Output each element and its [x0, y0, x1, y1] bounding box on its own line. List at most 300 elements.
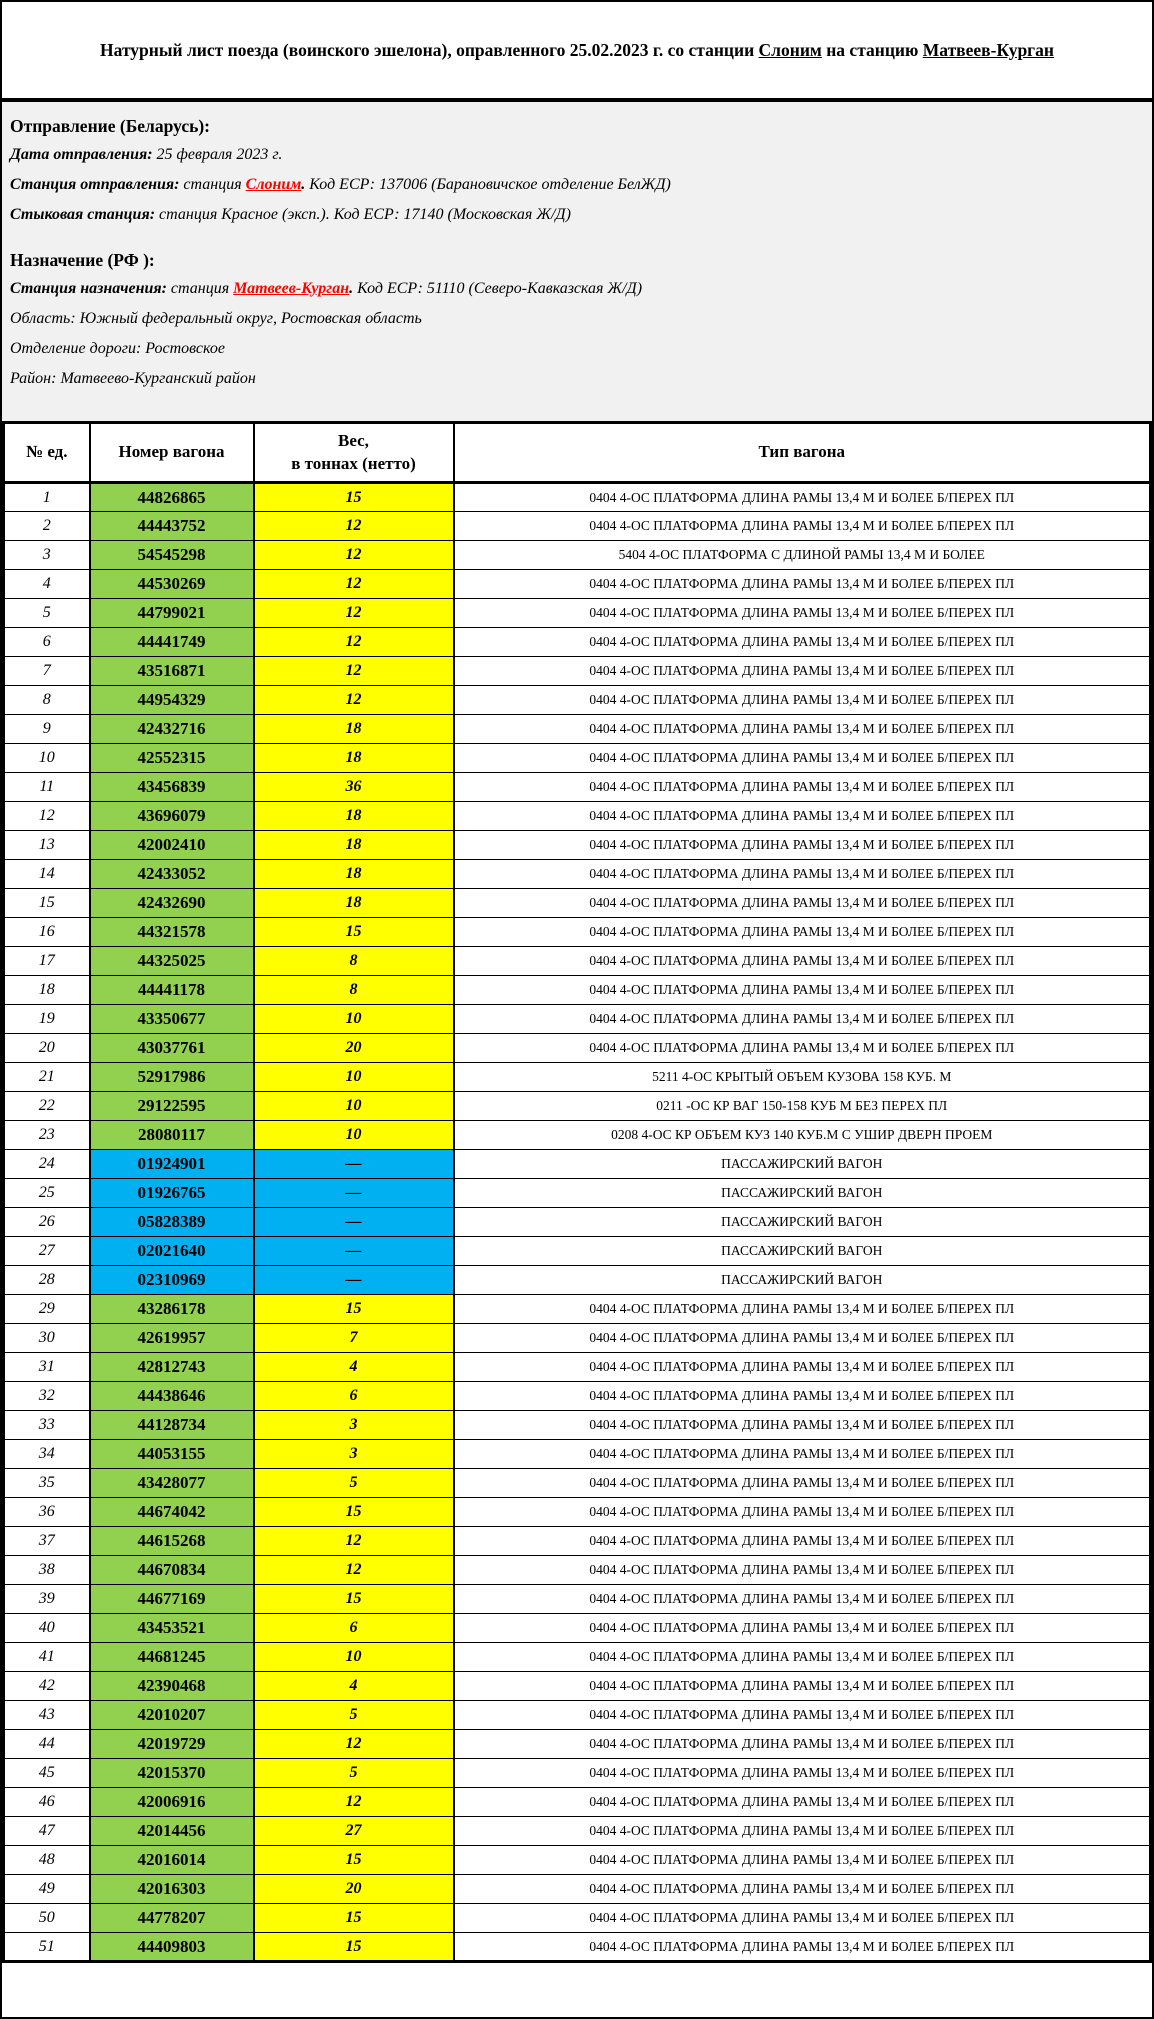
table-row [4, 1846, 1151, 1875]
table-row [4, 1701, 1151, 1730]
table-row [4, 947, 1151, 976]
wagon-number-cell: 42812743 [90, 1353, 254, 1382]
wagon-type-cell: 0404 4-ОС ПЛАТФОРМА ДЛИНА РАМЫ 13,4 М И БОЛЕЕ Б/ПЕРЕХ ПЛ [454, 1440, 1151, 1469]
weight-cell: 18 [254, 744, 454, 773]
table-row [4, 1353, 1151, 1382]
wagon-number-cell: 42015370 [90, 1759, 254, 1788]
wagon-type-cell: ПАССАЖИРСКИЙ ВАГОН [454, 1237, 1151, 1266]
junction-station-line [10, 200, 1142, 230]
wagon-type-cell: ПАССАЖИРСКИЙ ВАГОН [454, 1208, 1151, 1237]
wagon-type-cell: 0404 4-ОС ПЛАТФОРМА ДЛИНА РАМЫ 13,4 М И БОЛЕЕ Б/ПЕРЕХ ПЛ [454, 1933, 1151, 1962]
table-row [4, 1469, 1151, 1498]
unit-number-cell: 9 [4, 715, 90, 744]
weight-cell: 18 [254, 715, 454, 744]
wagon-type-cell: 0404 4-ОС ПЛАТФОРМА ДЛИНА РАМЫ 13,4 М И БОЛЕЕ Б/ПЕРЕХ ПЛ [454, 599, 1151, 628]
departure-date-value: 25 февраля 2023 г. [156, 146, 283, 163]
weight-cell: 4 [254, 1672, 454, 1701]
weight-cell: 18 [254, 889, 454, 918]
destination-station-dot: . [349, 280, 354, 297]
table-row [4, 1759, 1151, 1788]
wagon-type-cell: 0404 4-ОС ПЛАТФОРМА ДЛИНА РАМЫ 13,4 М И БОЛЕЕ Б/ПЕРЕХ ПЛ [454, 1585, 1151, 1614]
wagon-number-cell: 43286178 [90, 1295, 254, 1324]
weight-cell: 5 [254, 1701, 454, 1730]
weight-cell: 4 [254, 1353, 454, 1382]
wagon-type-cell: 0404 4-ОС ПЛАТФОРМА ДЛИНА РАМЫ 13,4 М И БОЛЕЕ Б/ПЕРЕХ ПЛ [454, 744, 1151, 773]
unit-number-cell: 29 [4, 1295, 90, 1324]
wagon-type-cell: ПАССАЖИРСКИЙ ВАГОН [454, 1266, 1151, 1295]
weight-cell: 5 [254, 1469, 454, 1498]
unit-number-cell: 22 [4, 1092, 90, 1121]
destination-station-code: Код ЕСР: 51110 (Северо-Кавказская Ж/Д) [357, 280, 643, 297]
wagon-number-cell: 43516871 [90, 657, 254, 686]
info-section [2, 102, 1152, 421]
weight-cell: 15 [254, 1846, 454, 1875]
departure-station-dot: . [301, 176, 306, 193]
unit-number-cell: 24 [4, 1150, 90, 1179]
departure-station-name: Слоним [245, 176, 302, 193]
unit-number-cell: 45 [4, 1759, 90, 1788]
wagon-type-cell: 0404 4-ОС ПЛАТФОРМА ДЛИНА РАМЫ 13,4 М И БОЛЕЕ Б/ПЕРЕХ ПЛ [454, 570, 1151, 599]
table-row [4, 1150, 1151, 1179]
wagon-number-cell: 44325025 [90, 947, 254, 976]
table-row [4, 1788, 1151, 1817]
wagon-type-cell: 0404 4-ОС ПЛАТФОРМА ДЛИНА РАМЫ 13,4 М И БОЛЕЕ Б/ПЕРЕХ ПЛ [454, 1498, 1151, 1527]
unit-number-cell: 23 [4, 1121, 90, 1150]
weight-cell: 20 [254, 1034, 454, 1063]
table-row [4, 1556, 1151, 1585]
weight-cell: — [254, 1179, 454, 1208]
unit-number-cell: 30 [4, 1324, 90, 1353]
weight-cell: 18 [254, 860, 454, 889]
weight-cell: 15 [254, 918, 454, 947]
weight-cell: 15 [254, 1498, 454, 1527]
unit-number-cell: 20 [4, 1034, 90, 1063]
table-row [4, 831, 1151, 860]
weight-cell: 12 [254, 1556, 454, 1585]
table-row [4, 889, 1151, 918]
unit-number-cell: 16 [4, 918, 90, 947]
table-row [4, 541, 1151, 570]
table-row [4, 1179, 1151, 1208]
weight-cell: 6 [254, 1382, 454, 1411]
wagon-number-cell: 42016014 [90, 1846, 254, 1875]
junction-station-value: станция Красное (эксп.). Код ЕСР: 17140 (Московская Ж/Д) [159, 206, 571, 223]
wagon-type-cell: 0404 4-ОС ПЛАТФОРМА ДЛИНА РАМЫ 13,4 М И БОЛЕЕ Б/ПЕРЕХ ПЛ [454, 1411, 1151, 1440]
weight-cell: 36 [254, 773, 454, 802]
table-row [4, 1034, 1151, 1063]
wagon-type-cell: 0404 4-ОС ПЛАТФОРМА ДЛИНА РАМЫ 13,4 М И БОЛЕЕ Б/ПЕРЕХ ПЛ [454, 918, 1151, 947]
weight-cell: 15 [254, 1933, 454, 1962]
weight-cell: — [254, 1237, 454, 1266]
wagon-number-cell: 44681245 [90, 1643, 254, 1672]
weight-cell: 3 [254, 1440, 454, 1469]
unit-number-cell: 39 [4, 1585, 90, 1614]
wagon-number-cell: 01924901 [90, 1150, 254, 1179]
wagon-number-cell: 44443752 [90, 512, 254, 541]
unit-number-cell: 38 [4, 1556, 90, 1585]
weight-cell: 15 [254, 483, 454, 512]
table-row [4, 1498, 1151, 1527]
weight-cell: 10 [254, 1092, 454, 1121]
header-wagon-number: Номер вагона [90, 423, 254, 483]
wagon-number-cell: 44799021 [90, 599, 254, 628]
unit-number-cell: 41 [4, 1643, 90, 1672]
wagon-number-cell: 43037761 [90, 1034, 254, 1063]
wagon-number-cell: 42433052 [90, 860, 254, 889]
wagon-table [2, 421, 1152, 1963]
wagon-number-cell: 44677169 [90, 1585, 254, 1614]
table-row [4, 599, 1151, 628]
wagon-number-cell: 01926765 [90, 1179, 254, 1208]
wagon-type-cell: 0211 -ОС КР ВАГ 150-158 КУБ М БЕЗ ПЕРЕХ ПЛ [454, 1092, 1151, 1121]
table-row [4, 1933, 1151, 1962]
wagon-type-cell: 0404 4-ОС ПЛАТФОРМА ДЛИНА РАМЫ 13,4 М И БОЛЕЕ Б/ПЕРЕХ ПЛ [454, 1730, 1151, 1759]
unit-number-cell: 13 [4, 831, 90, 860]
wagon-number-cell: 42002410 [90, 831, 254, 860]
table-row [4, 570, 1151, 599]
wagon-type-cell: 0404 4-ОС ПЛАТФОРМА ДЛИНА РАМЫ 13,4 М И БОЛЕЕ Б/ПЕРЕХ ПЛ [454, 483, 1151, 512]
table-row [4, 744, 1151, 773]
departure-station-label: Станция отправления: [10, 176, 180, 193]
table-row [4, 918, 1151, 947]
destination-station-pre: станция [170, 280, 230, 297]
section-gap [10, 230, 1142, 246]
unit-number-cell: 5 [4, 599, 90, 628]
wagon-number-cell: 44441749 [90, 628, 254, 657]
wagon-number-cell: 44615268 [90, 1527, 254, 1556]
wagon-number-cell: 43456839 [90, 773, 254, 802]
weight-cell: 27 [254, 1817, 454, 1846]
weight-cell: 8 [254, 947, 454, 976]
weight-cell: 12 [254, 686, 454, 715]
wagon-type-cell: 0404 4-ОС ПЛАТФОРМА ДЛИНА РАМЫ 13,4 М И БОЛЕЕ Б/ПЕРЕХ ПЛ [454, 1005, 1151, 1034]
table-row [4, 657, 1151, 686]
wagon-type-cell: 0404 4-ОС ПЛАТФОРМА ДЛИНА РАМЫ 13,4 М И БОЛЕЕ Б/ПЕРЕХ ПЛ [454, 1556, 1151, 1585]
weight-cell: 20 [254, 1875, 454, 1904]
weight-cell: — [254, 1208, 454, 1237]
wagon-type-cell: ПАССАЖИРСКИЙ ВАГОН [454, 1179, 1151, 1208]
table-row [4, 860, 1151, 889]
table-row [4, 1817, 1151, 1846]
wagon-number-cell: 54545298 [90, 541, 254, 570]
wagon-type-cell: 0404 4-ОС ПЛАТФОРМА ДЛИНА РАМЫ 13,4 М И БОЛЕЕ Б/ПЕРЕХ ПЛ [454, 686, 1151, 715]
wagon-number-cell: 52917986 [90, 1063, 254, 1092]
unit-number-cell: 26 [4, 1208, 90, 1237]
wagon-type-cell: 0404 4-ОС ПЛАТФОРМА ДЛИНА РАМЫ 13,4 М И БОЛЕЕ Б/ПЕРЕХ ПЛ [454, 1643, 1151, 1672]
unit-number-cell: 18 [4, 976, 90, 1005]
title-text-prefix: Натурный лист поезда (воинского эшелона), оправленного 25.02.2023 г. со станции [100, 39, 759, 60]
table-row [4, 1382, 1151, 1411]
wagon-number-cell: 43696079 [90, 802, 254, 831]
header-weight-line2: в тоннах (нетто) [291, 453, 416, 473]
unit-number-cell: 46 [4, 1788, 90, 1817]
wagon-number-cell: 43428077 [90, 1469, 254, 1498]
table-row [4, 1411, 1151, 1440]
wagon-type-cell: 0404 4-ОС ПЛАТФОРМА ДЛИНА РАМЫ 13,4 М И БОЛЕЕ Б/ПЕРЕХ ПЛ [454, 1701, 1151, 1730]
weight-cell: 12 [254, 628, 454, 657]
wagon-type-cell: 0404 4-ОС ПЛАТФОРМА ДЛИНА РАМЫ 13,4 М И БОЛЕЕ Б/ПЕРЕХ ПЛ [454, 889, 1151, 918]
weight-cell: 10 [254, 1121, 454, 1150]
wagon-number-cell: 44954329 [90, 686, 254, 715]
header-row [4, 423, 1151, 483]
unit-number-cell: 10 [4, 744, 90, 773]
weight-cell: 12 [254, 512, 454, 541]
division-value: Ростовское [145, 340, 225, 357]
unit-number-cell: 19 [4, 1005, 90, 1034]
unit-number-cell: 12 [4, 802, 90, 831]
wagon-type-cell: 0404 4-ОС ПЛАТФОРМА ДЛИНА РАМЫ 13,4 М И БОЛЕЕ Б/ПЕРЕХ ПЛ [454, 1469, 1151, 1498]
wagon-number-cell: 42019729 [90, 1730, 254, 1759]
table-row [4, 1440, 1151, 1469]
wagon-type-cell: 0404 4-ОС ПЛАТФОРМА ДЛИНА РАМЫ 13,4 М И БОЛЕЕ Б/ПЕРЕХ ПЛ [454, 628, 1151, 657]
unit-number-cell: 36 [4, 1498, 90, 1527]
weight-cell: 10 [254, 1005, 454, 1034]
unit-number-cell: 35 [4, 1469, 90, 1498]
table-row [4, 1208, 1151, 1237]
wagon-number-cell: 44321578 [90, 918, 254, 947]
wagon-type-cell: 0404 4-ОС ПЛАТФОРМА ДЛИНА РАМЫ 13,4 М И БОЛЕЕ Б/ПЕРЕХ ПЛ [454, 1788, 1151, 1817]
wagon-type-cell: 0404 4-ОС ПЛАТФОРМА ДЛИНА РАМЫ 13,4 М И БОЛЕЕ Б/ПЕРЕХ ПЛ [454, 1527, 1151, 1556]
unit-number-cell: 37 [4, 1527, 90, 1556]
unit-number-cell: 15 [4, 889, 90, 918]
district-label: Район: [10, 370, 57, 387]
header-weight-line1: Вес, [338, 430, 369, 450]
wagon-number-cell: 42010207 [90, 1701, 254, 1730]
wagon-table-header [4, 423, 1151, 483]
wagon-number-cell: 42014456 [90, 1817, 254, 1846]
table-row [4, 1237, 1151, 1266]
unit-number-cell: 27 [4, 1237, 90, 1266]
table-row [4, 483, 1151, 512]
unit-number-cell: 21 [4, 1063, 90, 1092]
wagon-number-cell: 44438646 [90, 1382, 254, 1411]
title-text-middle: на станцию [821, 39, 923, 60]
wagon-type-cell: 0404 4-ОС ПЛАТФОРМА ДЛИНА РАМЫ 13,4 М И БОЛЕЕ Б/ПЕРЕХ ПЛ [454, 860, 1151, 889]
unit-number-cell: 47 [4, 1817, 90, 1846]
wagon-number-cell: 42390468 [90, 1672, 254, 1701]
weight-cell: 18 [254, 831, 454, 860]
wagon-type-cell: 5404 4-ОС ПЛАТФОРМА С ДЛИНОЙ РАМЫ 13,4 М И БОЛЕЕ [454, 541, 1151, 570]
weight-cell: 15 [254, 1904, 454, 1933]
table-row [4, 686, 1151, 715]
wagon-number-cell: 29122595 [90, 1092, 254, 1121]
unit-number-cell: 1 [4, 483, 90, 512]
destination-station-name: Матвеев-Курган [233, 280, 350, 297]
table-row [4, 1904, 1151, 1933]
wagon-type-cell: 0404 4-ОС ПЛАТФОРМА ДЛИНА РАМЫ 13,4 М И БОЛЕЕ Б/ПЕРЕХ ПЛ [454, 1353, 1151, 1382]
district-value: Матвеево-Курганский район [60, 370, 256, 387]
wagon-type-cell: 0208 4-ОС КР ОБЪЕМ КУЗ 140 КУБ.М С УШИР ДВЕРН ПРОЕМ [454, 1121, 1151, 1150]
wagon-number-cell: 42552315 [90, 744, 254, 773]
table-row [4, 1266, 1151, 1295]
weight-cell: 7 [254, 1324, 454, 1353]
unit-number-cell: 8 [4, 686, 90, 715]
wagon-number-cell: 44128734 [90, 1411, 254, 1440]
table-row [4, 773, 1151, 802]
table-row [4, 1092, 1151, 1121]
table-row [4, 512, 1151, 541]
table-row [4, 1527, 1151, 1556]
unit-number-cell: 34 [4, 1440, 90, 1469]
table-row [4, 802, 1151, 831]
departure-station-pre: станция [183, 176, 242, 193]
weight-cell: 12 [254, 1527, 454, 1556]
wagon-number-cell: 42619957 [90, 1324, 254, 1353]
wagon-number-cell: 42432716 [90, 715, 254, 744]
header-wagon-type: Тип вагона [454, 423, 1151, 483]
departure-date-label: Дата отправления: [10, 146, 153, 163]
unit-number-cell: 17 [4, 947, 90, 976]
wagon-type-cell: 0404 4-ОС ПЛАТФОРМА ДЛИНА РАМЫ 13,4 М И БОЛЕЕ Б/ПЕРЕХ ПЛ [454, 976, 1151, 1005]
unit-number-cell: 33 [4, 1411, 90, 1440]
table-row [4, 1614, 1151, 1643]
wagon-type-cell: 0404 4-ОС ПЛАТФОРМА ДЛИНА РАМЫ 13,4 М И БОЛЕЕ Б/ПЕРЕХ ПЛ [454, 831, 1151, 860]
region-value: Южный федеральный округ, Ростовская область [79, 310, 422, 327]
table-row [4, 1324, 1151, 1353]
departure-station-code: Код ЕСР: 137006 (Барановичское отделение БелЖД) [309, 176, 671, 193]
wagon-type-cell: 0404 4-ОС ПЛАТФОРМА ДЛИНА РАМЫ 13,4 М И БОЛЕЕ Б/ПЕРЕХ ПЛ [454, 1614, 1151, 1643]
table-row [4, 715, 1151, 744]
departure-station-line [10, 170, 1142, 200]
table-row [4, 628, 1151, 657]
weight-cell: 3 [254, 1411, 454, 1440]
region-line [10, 304, 1142, 334]
weight-cell: 12 [254, 570, 454, 599]
unit-number-cell: 32 [4, 1382, 90, 1411]
weight-cell: 12 [254, 599, 454, 628]
departure-date-line [10, 140, 1142, 170]
table-row [4, 976, 1151, 1005]
table-row [4, 1063, 1151, 1092]
weight-cell: 12 [254, 1788, 454, 1817]
weight-cell: 12 [254, 1730, 454, 1759]
wagon-number-cell: 44409803 [90, 1933, 254, 1962]
weight-cell: 12 [254, 541, 454, 570]
wagon-type-cell: 0404 4-ОС ПЛАТФОРМА ДЛИНА РАМЫ 13,4 М И БОЛЕЕ Б/ПЕРЕХ ПЛ [454, 715, 1151, 744]
unit-number-cell: 51 [4, 1933, 90, 1962]
departure-heading: Отправление (Беларусь): [10, 116, 211, 136]
table-row [4, 1875, 1151, 1904]
weight-cell: — [254, 1266, 454, 1295]
table-row [4, 1643, 1151, 1672]
division-label: Отделение дороги: [10, 340, 142, 357]
table-row [4, 1672, 1151, 1701]
destination-station-label: Станция назначения: [10, 280, 167, 297]
unit-number-cell: 28 [4, 1266, 90, 1295]
wagon-number-cell: 43350677 [90, 1005, 254, 1034]
table-row [4, 1730, 1151, 1759]
header-weight [254, 423, 454, 483]
unit-number-cell: 48 [4, 1846, 90, 1875]
unit-number-cell: 50 [4, 1904, 90, 1933]
unit-number-cell: 49 [4, 1875, 90, 1904]
district-line [10, 364, 1142, 394]
weight-cell: 5 [254, 1759, 454, 1788]
unit-number-cell: 14 [4, 860, 90, 889]
wagon-type-cell: 0404 4-ОС ПЛАТФОРМА ДЛИНА РАМЫ 13,4 М И БОЛЕЕ Б/ПЕРЕХ ПЛ [454, 657, 1151, 686]
wagon-number-cell: 43453521 [90, 1614, 254, 1643]
unit-number-cell: 42 [4, 1672, 90, 1701]
wagon-type-cell: ПАССАЖИРСКИЙ ВАГОН [454, 1150, 1151, 1179]
wagon-type-cell: 0404 4-ОС ПЛАТФОРМА ДЛИНА РАМЫ 13,4 М И БОЛЕЕ Б/ПЕРЕХ ПЛ [454, 1295, 1151, 1324]
wagon-type-cell: 0404 4-ОС ПЛАТФОРМА ДЛИНА РАМЫ 13,4 М И БОЛЕЕ Б/ПЕРЕХ ПЛ [454, 1672, 1151, 1701]
weight-cell: 15 [254, 1585, 454, 1614]
unit-number-cell: 43 [4, 1701, 90, 1730]
wagon-type-cell: 0404 4-ОС ПЛАТФОРМА ДЛИНА РАМЫ 13,4 М И БОЛЕЕ Б/ПЕРЕХ ПЛ [454, 1382, 1151, 1411]
wagon-type-cell: 0404 4-ОС ПЛАТФОРМА ДЛИНА РАМЫ 13,4 М И БОЛЕЕ Б/ПЕРЕХ ПЛ [454, 1846, 1151, 1875]
wagon-number-cell: 28080117 [90, 1121, 254, 1150]
wagon-number-cell: 44530269 [90, 570, 254, 599]
wagon-type-cell: 5211 4-ОС КРЫТЫЙ ОБЪЕМ КУЗОВА 158 КУБ. М [454, 1063, 1151, 1092]
wagon-number-cell: 42006916 [90, 1788, 254, 1817]
table-row [4, 1295, 1151, 1324]
wagon-number-cell: 42016303 [90, 1875, 254, 1904]
unit-number-cell: 2 [4, 512, 90, 541]
wagon-number-cell: 44670834 [90, 1556, 254, 1585]
weight-cell: 10 [254, 1063, 454, 1092]
wagon-type-cell: 0404 4-ОС ПЛАТФОРМА ДЛИНА РАМЫ 13,4 М И БОЛЕЕ Б/ПЕРЕХ ПЛ [454, 1904, 1151, 1933]
document-title [2, 2, 1152, 98]
destination-station-line [10, 274, 1142, 304]
junction-station-label: Стыковая станция: [10, 206, 156, 223]
unit-number-cell: 11 [4, 773, 90, 802]
wagon-number-cell: 44674042 [90, 1498, 254, 1527]
table-row [4, 1585, 1151, 1614]
wagon-type-cell: 0404 4-ОС ПЛАТФОРМА ДЛИНА РАМЫ 13,4 М И БОЛЕЕ Б/ПЕРЕХ ПЛ [454, 1034, 1151, 1063]
region-label: Область: [10, 310, 76, 327]
wagon-number-cell: 02021640 [90, 1237, 254, 1266]
weight-cell: 12 [254, 657, 454, 686]
unit-number-cell: 44 [4, 1730, 90, 1759]
title-station-from: Слоним [758, 39, 822, 60]
wagon-number-cell: 44053155 [90, 1440, 254, 1469]
destination-heading: Назначение (РФ ): [10, 250, 155, 270]
wagon-number-cell: 05828389 [90, 1208, 254, 1237]
wagon-type-cell: 0404 4-ОС ПЛАТФОРМА ДЛИНА РАМЫ 13,4 М И БОЛЕЕ Б/ПЕРЕХ ПЛ [454, 802, 1151, 831]
wagon-number-cell: 02310969 [90, 1266, 254, 1295]
unit-number-cell: 3 [4, 541, 90, 570]
weight-cell: — [254, 1150, 454, 1179]
wagon-number-cell: 44778207 [90, 1904, 254, 1933]
header-unit-number: № ед. [4, 423, 90, 483]
table-row [4, 1005, 1151, 1034]
wagon-type-cell: 0404 4-ОС ПЛАТФОРМА ДЛИНА РАМЫ 13,4 М И БОЛЕЕ Б/ПЕРЕХ ПЛ [454, 1817, 1151, 1846]
division-line [10, 334, 1142, 364]
weight-cell: 10 [254, 1643, 454, 1672]
wagon-type-cell: 0404 4-ОС ПЛАТФОРМА ДЛИНА РАМЫ 13,4 М И БОЛЕЕ Б/ПЕРЕХ ПЛ [454, 773, 1151, 802]
unit-number-cell: 31 [4, 1353, 90, 1382]
wagon-number-cell: 42432690 [90, 889, 254, 918]
unit-number-cell: 25 [4, 1179, 90, 1208]
unit-number-cell: 7 [4, 657, 90, 686]
wagon-table-body [4, 483, 1151, 1962]
table-row [4, 1121, 1151, 1150]
weight-cell: 15 [254, 1295, 454, 1324]
wagon-type-cell: 0404 4-ОС ПЛАТФОРМА ДЛИНА РАМЫ 13,4 М И БОЛЕЕ Б/ПЕРЕХ ПЛ [454, 1759, 1151, 1788]
weight-cell: 6 [254, 1614, 454, 1643]
weight-cell: 8 [254, 976, 454, 1005]
wagon-number-cell: 44441178 [90, 976, 254, 1005]
wagon-type-cell: 0404 4-ОС ПЛАТФОРМА ДЛИНА РАМЫ 13,4 М И БОЛЕЕ Б/ПЕРЕХ ПЛ [454, 512, 1151, 541]
wagon-type-cell: 0404 4-ОС ПЛАТФОРМА ДЛИНА РАМЫ 13,4 М И БОЛЕЕ Б/ПЕРЕХ ПЛ [454, 947, 1151, 976]
unit-number-cell: 6 [4, 628, 90, 657]
wagon-type-cell: 0404 4-ОС ПЛАТФОРМА ДЛИНА РАМЫ 13,4 М И БОЛЕЕ Б/ПЕРЕХ ПЛ [454, 1875, 1151, 1904]
wagon-type-cell: 0404 4-ОС ПЛАТФОРМА ДЛИНА РАМЫ 13,4 М И БОЛЕЕ Б/ПЕРЕХ ПЛ [454, 1324, 1151, 1353]
title-station-to: Матвеев-Курган [922, 39, 1054, 60]
unit-number-cell: 40 [4, 1614, 90, 1643]
wagon-number-cell: 44826865 [90, 483, 254, 512]
unit-number-cell: 4 [4, 570, 90, 599]
